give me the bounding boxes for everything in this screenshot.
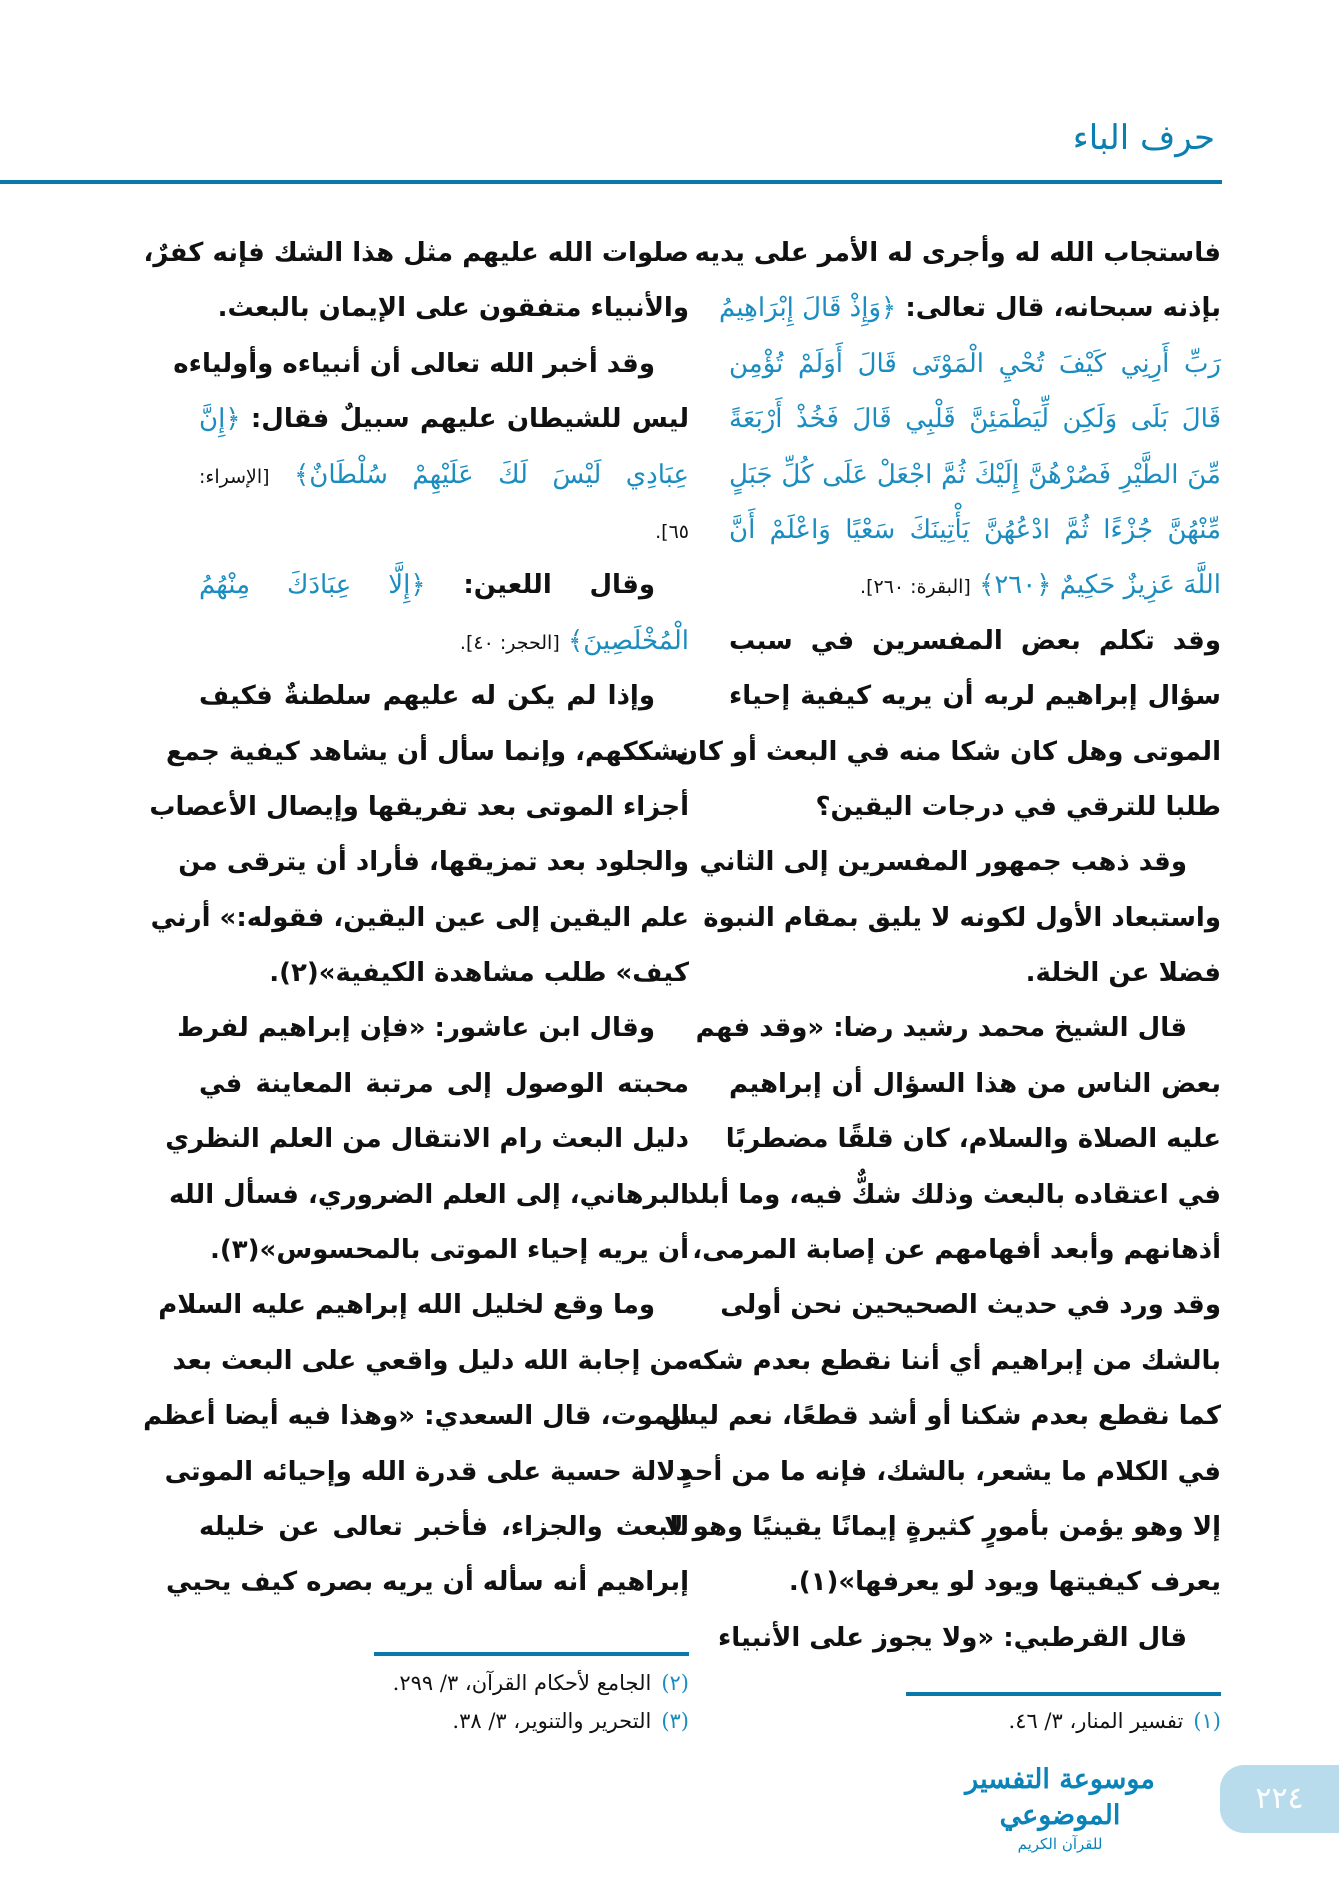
body-text: دلالة حسية على قدرة الله وإحيائه الموتى — [164, 1456, 689, 1487]
body-text: محبته الوصول إلى مرتبة المعاينة في — [199, 1068, 689, 1099]
text-line — [199, 1500, 689, 1555]
text-line — [687, 1334, 1221, 1389]
text-line — [675, 725, 1221, 780]
text-line — [169, 1168, 689, 1223]
text-line — [729, 1057, 1221, 1112]
text-line — [177, 1001, 689, 1056]
quran-verse: اللَّهَ عَزِيزٌ حَكِيمٌ ﴿٢٦٠﴾ — [970, 570, 1221, 601]
text-line — [199, 669, 689, 724]
body-text: والجلود بعد تمزيقها، فأراد أن يترقى من — [178, 847, 689, 878]
body-text: وقال ابن عاشور: «فإن إبراهيم لفرط — [177, 1013, 655, 1044]
body-text: علم اليقين إلى عين اليقين، فقوله:» أرني — [150, 902, 689, 933]
header-divider — [0, 180, 1222, 184]
text-line — [172, 1334, 689, 1389]
body-text: إبراهيم أنه سأله أن يريه بصره كيف يحيي — [165, 1567, 689, 1598]
text-line — [729, 337, 1221, 392]
body-text: وإذا لم يكن له عليهم سلطنةٌ فكيف — [199, 681, 655, 712]
text-line — [199, 281, 689, 336]
quran-verse: ﴿إِنَّ — [199, 404, 241, 435]
body-text: يشككهم، وإنما سأل أن يشاهد كيفية جمع — [165, 736, 689, 767]
verse-reference: [الحجر: ٤٠]. — [459, 631, 560, 654]
body-text: إلا وهو يؤمن بأمورٍ كثيرةٍ إيمانًا يقينيًا وهو لا — [664, 1511, 1221, 1542]
body-text: وقد أخبر الله تعالى أن أنبياءه وأولياءه — [173, 348, 655, 379]
body-text: البرهاني، إلى العلم الضروري، فسأل الله — [169, 1179, 689, 1210]
text-line — [661, 1389, 1221, 1444]
footnote-3 — [260, 1702, 689, 1740]
text-line — [717, 1611, 1221, 1666]
text-line — [729, 558, 1221, 613]
body-text: ليس للشيطان عليهم سبيلٌ فقال: — [240, 404, 689, 435]
text-line — [199, 503, 689, 558]
text-line — [679, 1445, 1221, 1500]
body-text: وقال اللعين: — [425, 570, 655, 601]
body-text: صلوات الله عليهم مثل هذا الشك فإنه كفرٌ، — [143, 238, 689, 268]
text-line — [199, 392, 689, 447]
body-text: أذهانهم وأبعد أفهامهم عن إصابة المرمى، — [692, 1235, 1221, 1266]
text-line — [178, 835, 689, 890]
text-line — [664, 1500, 1221, 1555]
text-line — [165, 1112, 689, 1167]
quran-verse: مِّنَ الطَّيْرِ فَصُرْهُنَّ إِلَيْكَ ثُمَّ اجْعَلْ عَلَى كُلِّ جَبَلٍ — [729, 459, 1221, 490]
footnote-1 — [760, 1702, 1221, 1740]
text-line — [143, 226, 689, 281]
chapter-title: حرف الباء — [1072, 118, 1215, 158]
body-text: بالشك من إبراهيم أي أننا نقطع بعدم شكه — [687, 1345, 1221, 1376]
quran-verse: عِبَادِي لَيْسَ لَكَ عَلَيْهِمْ سُلْطَانٌ﴾ — [269, 459, 689, 490]
text-line — [150, 891, 689, 946]
text-line — [720, 1278, 1221, 1333]
body-text: وقد ورد في حديث الصحيحين نحن أولى — [720, 1290, 1221, 1321]
page-number: ٢٢٤ — [1220, 1765, 1339, 1833]
text-line — [694, 226, 1221, 281]
quran-verse: رَبِّ أَرِنِي كَيْفَ تُحْيِ الْمَوْتَى قَالَ أَوَلَمْ تُؤْمِن — [729, 348, 1221, 379]
logo-subtitle: للقرآن الكريم — [1017, 1835, 1103, 1853]
text-line — [729, 1555, 1221, 1610]
text-line — [199, 1223, 689, 1278]
text-line — [695, 1001, 1221, 1056]
encyclopedia-logo — [930, 1762, 1190, 1854]
body-text: وقد ذهب جمهور المفسرين إلى الثاني — [699, 847, 1187, 878]
footnote-text: تفسير المنار، ٣/ ٤٦. — [1008, 1709, 1184, 1733]
body-text: دليل البعث رام الانتقال من العلم النظري — [165, 1124, 689, 1155]
text-line — [729, 392, 1221, 447]
verse-reference: [الإسراء: — [199, 465, 270, 488]
text-line — [143, 1389, 689, 1444]
body-text: من إجابة الله دليل واقعي على البعث بعد — [172, 1345, 689, 1376]
body-text: وقد تكلم بعض المفسرين في سبب — [729, 625, 1221, 656]
text-line — [149, 780, 689, 835]
body-text: فاستجاب الله له وأجرى له الأمر على يديه — [694, 238, 1221, 268]
quran-verse: مِّنْهُنَّ جُزْءًا ثُمَّ ادْعُهُنَّ يَأْتِينَكَ سَعْيًا وَاعْلَمْ أَنَّ — [729, 514, 1221, 545]
verse-reference: ٦٥]. — [655, 520, 689, 543]
text-line — [173, 337, 689, 392]
body-text: أجزاء الموتى بعد تفريقها وإيصال الأعصاب — [149, 791, 689, 822]
text-line — [699, 835, 1221, 890]
logo-title: موسوعة التفسير الموضوعي — [965, 1764, 1155, 1831]
body-text: للبعث والجزاء، فأخبر تعالى عن خليله — [199, 1511, 689, 1542]
footnote-text: الجامع لأحكام القرآن، ٣/ ٢٩٩. — [392, 1671, 652, 1695]
verse-reference: [البقرة: ٢٦٠]. — [860, 576, 971, 599]
text-line — [158, 1278, 689, 1333]
body-text: في الكلام ما يشعر، بالشك، فإنه ما من أحدٍ — [679, 1456, 1221, 1487]
footnotes-left — [260, 1664, 689, 1740]
body-text: سؤال إبراهيم لربه أن يريه كيفية إحياء — [729, 681, 1221, 712]
body-text: والأنبياء متفقون على الإيمان بالبعث. — [217, 293, 689, 324]
text-line — [199, 1057, 689, 1112]
body-text: أن يريه إحياء الموتى بالمحسوس»(٣). — [210, 1235, 689, 1266]
body-text: بعض الناس من هذا السؤال أن إبراهيم — [729, 1068, 1221, 1099]
footnote-number: (١) — [1193, 1709, 1221, 1733]
body-text: كيف» طلب مشاهدة الكيفية»(٢). — [269, 958, 689, 989]
body-text: عليه الصلاة والسلام، كان قلقًا مضطربًا — [725, 1124, 1221, 1155]
text-line — [729, 780, 1221, 835]
body-text: طلبا للترقي في درجات اليقين؟ — [815, 791, 1221, 822]
text-line — [729, 669, 1221, 724]
text-line — [199, 558, 689, 613]
body-text: كما نقطع بعدم شكنا أو أشد قطعًا، نعم ليس — [661, 1401, 1221, 1432]
text-line — [692, 1223, 1221, 1278]
body-text: وما وقع لخليل الله إبراهيم عليه السلام — [158, 1290, 655, 1321]
text-line — [729, 503, 1221, 558]
footnote-divider-left — [374, 1652, 689, 1656]
text-line — [199, 614, 689, 669]
quran-verse: الْمُخْلَصِينَ﴾ — [559, 625, 689, 656]
footnote-text: التحرير والتنوير، ٣/ ٣٨. — [452, 1709, 652, 1733]
text-line — [729, 946, 1221, 1001]
text-line — [199, 448, 689, 503]
footnote-2 — [260, 1664, 689, 1702]
body-text: قال الشيخ محمد رشيد رضا: «وقد فهم — [695, 1013, 1187, 1044]
text-line — [729, 614, 1221, 669]
footnote-number: (٣) — [661, 1709, 689, 1733]
text-line — [719, 281, 1221, 336]
text-line — [703, 891, 1221, 946]
footnote-divider-right — [906, 1692, 1221, 1696]
quran-verse: قَالَ بَلَى وَلَكِن لِّيَطْمَئِنَّ قَلْبِي قَالَ فَخُذْ أَرْبَعَةً — [729, 404, 1221, 435]
body-text: يعرف كيفيتها ويود لو يعرفها»(١). — [788, 1567, 1221, 1598]
text-line — [165, 1555, 689, 1610]
quran-verse: ﴿إِلَّا عِبَادَكَ مِنْهُمُ — [199, 570, 426, 601]
body-text: بإذنه سبحانه، قال تعالى: — [896, 293, 1221, 324]
body-text: قال القرطبي: «ولا يجوز على الأنبياء — [717, 1622, 1187, 1653]
body-text: الموتى وهل كان شكا منه في البعث أو كان — [675, 736, 1221, 767]
text-line — [165, 725, 689, 780]
footnotes-right — [760, 1702, 1221, 1740]
quran-verse: ﴿وَإِذْ قَالَ إِبْرَاهِيمُ — [719, 293, 897, 324]
body-text: فضلا عن الخلة. — [1025, 958, 1221, 989]
text-line — [729, 448, 1221, 503]
left-column — [143, 226, 689, 1611]
body-text: الموت، قال السعدي: «وهذا فيه أيضا أعظم — [143, 1401, 689, 1432]
body-text: في اعتقاده بالبعث وذلك شكٌّ فيه، وما أبلد — [684, 1179, 1221, 1210]
text-line — [199, 946, 689, 1001]
text-line — [725, 1112, 1221, 1167]
body-text: واستبعاد الأول لكونه لا يليق بمقام النبوة — [703, 902, 1221, 933]
text-line — [684, 1168, 1221, 1223]
text-line — [164, 1445, 689, 1500]
footnote-number: (٢) — [661, 1671, 689, 1695]
